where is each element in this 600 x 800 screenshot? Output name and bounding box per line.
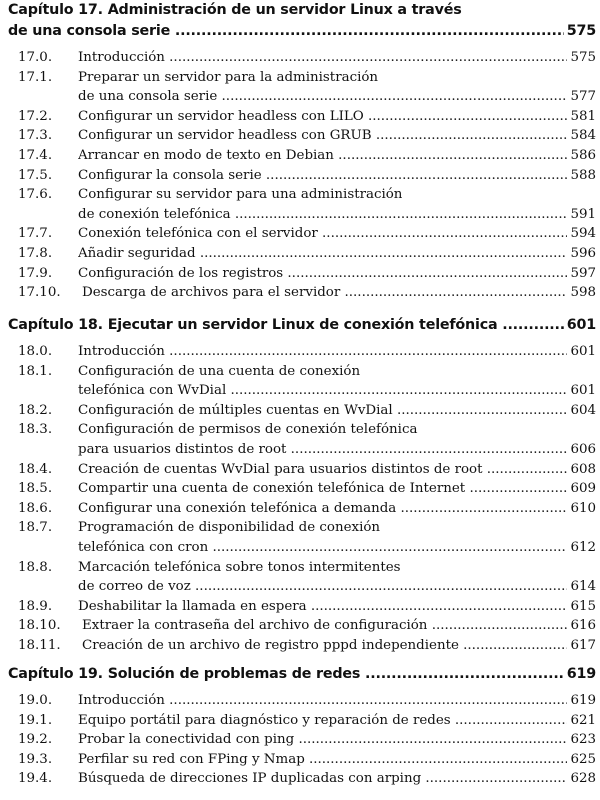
toc-entry[interactable]: [18, 166, 596, 186]
toc-entry[interactable]: [18, 769, 596, 789]
section-number: 17.7.: [18, 226, 53, 242]
section-title: Preparar un servidor para la administración: [78, 69, 379, 85]
toc-entry[interactable]: [18, 558, 596, 597]
section-title: Deshabilitar la llamada en espera .....: [78, 597, 567, 617]
toc-entry[interactable]: [18, 460, 596, 480]
section-page-number: 610: [570, 500, 596, 516]
section-page-number: 601: [570, 344, 596, 359]
section-title: Configurar su servidor para una administración: [78, 187, 403, 203]
toc-entry[interactable]: [18, 107, 596, 127]
section-number: 18.7.: [18, 520, 53, 536]
section-title: Configurar un servidor headless con GRUB .....: [78, 126, 567, 146]
section-page-number: 596: [570, 245, 596, 261]
section-page-number: 625: [570, 751, 596, 767]
toc-entry[interactable]: [18, 691, 596, 711]
section-page-number: 575: [570, 50, 596, 65]
section-title: Equipo portátil para diagnóstico y reparación de redes .....: [78, 711, 567, 731]
section-page-number: 612: [570, 539, 596, 555]
section-number: 17.10.: [18, 285, 61, 301]
section-page-number: 614: [570, 579, 596, 595]
toc-entry[interactable]: [18, 283, 596, 303]
section-page-number: 597: [570, 265, 596, 281]
toc-entry[interactable]: [18, 750, 596, 770]
section-title: telefónica con cron .....: [78, 538, 567, 558]
toc-entry[interactable]: [18, 126, 596, 146]
chapter-page-number: 575: [566, 23, 596, 39]
section-number: 17.0.: [18, 50, 53, 65]
section-number: 17.3.: [18, 128, 53, 144]
section-title: Creación de un archivo de registro pppd independiente .....: [82, 636, 567, 656]
toc-entry[interactable]: [18, 68, 596, 107]
section-title: Introducción .....: [78, 48, 567, 68]
section-number: 18.6.: [18, 500, 53, 516]
section-title: telefónica con WvDial .....: [78, 381, 567, 401]
section-page-number: 628: [570, 771, 596, 787]
section-title: Extraer la contraseña del archivo de configuración .....: [82, 616, 567, 636]
toc-entry[interactable]: [18, 479, 596, 499]
section-number: 19.3.: [18, 751, 53, 767]
section-page-number: 616: [570, 618, 596, 634]
section-page-number: 586: [570, 147, 596, 163]
toc-entry[interactable]: [18, 636, 596, 656]
section-title: Perfilar su red con FPing y Nmap .....: [78, 750, 567, 770]
section-number: 18.5.: [18, 481, 53, 497]
section-number: 19.0.: [18, 693, 53, 708]
section-list: [8, 48, 596, 303]
section-page-number: 581: [570, 108, 596, 124]
section-title: de una consola serie .....: [78, 87, 567, 107]
chapter-title-line: Capítulo 19. Solución de problemas de redes .....: [8, 664, 564, 685]
toc-entry[interactable]: [18, 342, 596, 362]
section-title: Configurar la consola serie .....: [78, 166, 567, 186]
section-number: 18.3.: [18, 422, 53, 438]
toc-entry[interactable]: [18, 616, 596, 636]
toc-entry[interactable]: [18, 146, 596, 166]
section-number: 18.1.: [18, 363, 53, 379]
chapter-18: [8, 315, 596, 656]
section-number: 18.0.: [18, 344, 53, 359]
chapter-title-line: Capítulo 17. Administración de un servidor Linux a través: [8, 2, 462, 18]
toc-entry[interactable]: [18, 518, 596, 557]
section-number: 18.9.: [18, 598, 53, 614]
section-title: Configuración de los registros .....: [78, 264, 567, 284]
section-list: [8, 691, 596, 789]
section-title: de correo de voz .....: [78, 577, 567, 597]
toc-entry[interactable]: [18, 499, 596, 519]
section-page-number: 615: [570, 598, 596, 614]
toc-entry[interactable]: [18, 48, 596, 68]
section-number: 17.6.: [18, 187, 53, 203]
toc-entry[interactable]: [18, 185, 596, 224]
section-page-number: 621: [570, 712, 596, 728]
chapter-title-line: Capítulo 18. Ejecutar un servidor Linux de conexión telefónica .....: [8, 315, 564, 336]
section-page-number: 577: [570, 89, 596, 105]
section-page-number: 588: [570, 167, 596, 183]
chapter-page-number: 601: [566, 317, 596, 333]
toc-entry[interactable]: [18, 420, 596, 459]
section-title: Configuración de una cuenta de conexión: [78, 363, 361, 379]
section-page-number: 623: [570, 732, 596, 748]
section-page-number: 604: [570, 402, 596, 418]
section-number: 18.8.: [18, 559, 53, 575]
chapter-heading[interactable]: [8, 0, 596, 42]
toc-entry[interactable]: [18, 597, 596, 617]
section-number: 17.9.: [18, 265, 53, 281]
section-title: Marcación telefónica sobre tonos intermitentes: [78, 559, 401, 575]
section-title: Añadir seguridad .....: [78, 244, 567, 264]
section-number: 18.4.: [18, 461, 53, 477]
section-title: Programación de disponibilidad de conexión: [78, 520, 381, 536]
section-number: 19.2.: [18, 732, 53, 748]
section-list: [8, 342, 596, 656]
toc-entry[interactable]: [18, 264, 596, 284]
section-title: Configurar una conexión telefónica a demanda .....: [78, 499, 567, 519]
section-page-number: 598: [570, 285, 596, 301]
section-number: 18.2.: [18, 402, 53, 418]
section-page-number: 601: [570, 383, 596, 399]
section-number: 17.8.: [18, 245, 53, 261]
section-page-number: 609: [570, 481, 596, 497]
toc-entry[interactable]: [18, 730, 596, 750]
chapter-heading[interactable]: [8, 315, 596, 336]
section-page-number: 606: [570, 441, 596, 457]
section-title: Descarga de archivos para el servidor .....: [82, 283, 567, 303]
section-title: Introducción .....: [78, 342, 567, 362]
section-title: Configuración de múltiples cuentas en WvDial .....: [78, 401, 567, 421]
section-title: Probar la conectividad con ping .....: [78, 730, 567, 750]
section-title: Búsqueda de direcciones IP duplicadas con arping .....: [78, 769, 567, 789]
toc-entry[interactable]: [18, 244, 596, 264]
chapter-title-line: de una consola serie .....: [8, 21, 564, 42]
section-title: Arrancar en modo de texto en Debian .....: [78, 146, 567, 166]
chapter-page-number: 619: [566, 666, 596, 682]
toc-entry[interactable]: [18, 401, 596, 421]
section-page-number: 594: [570, 226, 596, 242]
section-number: 18.10.: [18, 618, 61, 634]
section-page-number: 619: [570, 693, 596, 708]
section-page-number: 591: [570, 206, 596, 222]
section-title: Compartir una cuenta de conexión telefónica de Internet .....: [78, 479, 567, 499]
section-title: para usuarios distintos de root .....: [78, 440, 567, 460]
section-number: 17.5.: [18, 167, 53, 183]
section-number: 17.1.: [18, 69, 53, 85]
section-number: 19.4.: [18, 771, 53, 787]
toc-entry[interactable]: [18, 224, 596, 244]
section-page-number: 584: [570, 128, 596, 144]
chapter-17: [8, 0, 596, 303]
section-title: Configurar un servidor headless con LILO .....: [78, 107, 567, 127]
section-title: Configuración de permisos de conexión telefónica: [78, 422, 418, 438]
section-title: Introducción .....: [78, 691, 567, 711]
section-number: 17.4.: [18, 147, 53, 163]
section-page-number: 617: [570, 637, 596, 653]
section-title: Creación de cuentas WvDial para usuarios distintos de root .....: [78, 460, 567, 480]
section-title: Conexión telefónica con el servidor .....: [78, 224, 567, 244]
toc-entry[interactable]: [18, 711, 596, 731]
section-number: 18.11.: [18, 637, 61, 653]
toc-entry[interactable]: [18, 362, 596, 401]
section-page-number: 608: [570, 461, 596, 477]
section-title: de conexión telefónica .....: [78, 205, 567, 225]
section-number: 19.1.: [18, 712, 53, 728]
section-number: 17.2.: [18, 108, 53, 124]
chapter-19: [8, 664, 596, 789]
chapter-heading[interactable]: [8, 664, 596, 685]
